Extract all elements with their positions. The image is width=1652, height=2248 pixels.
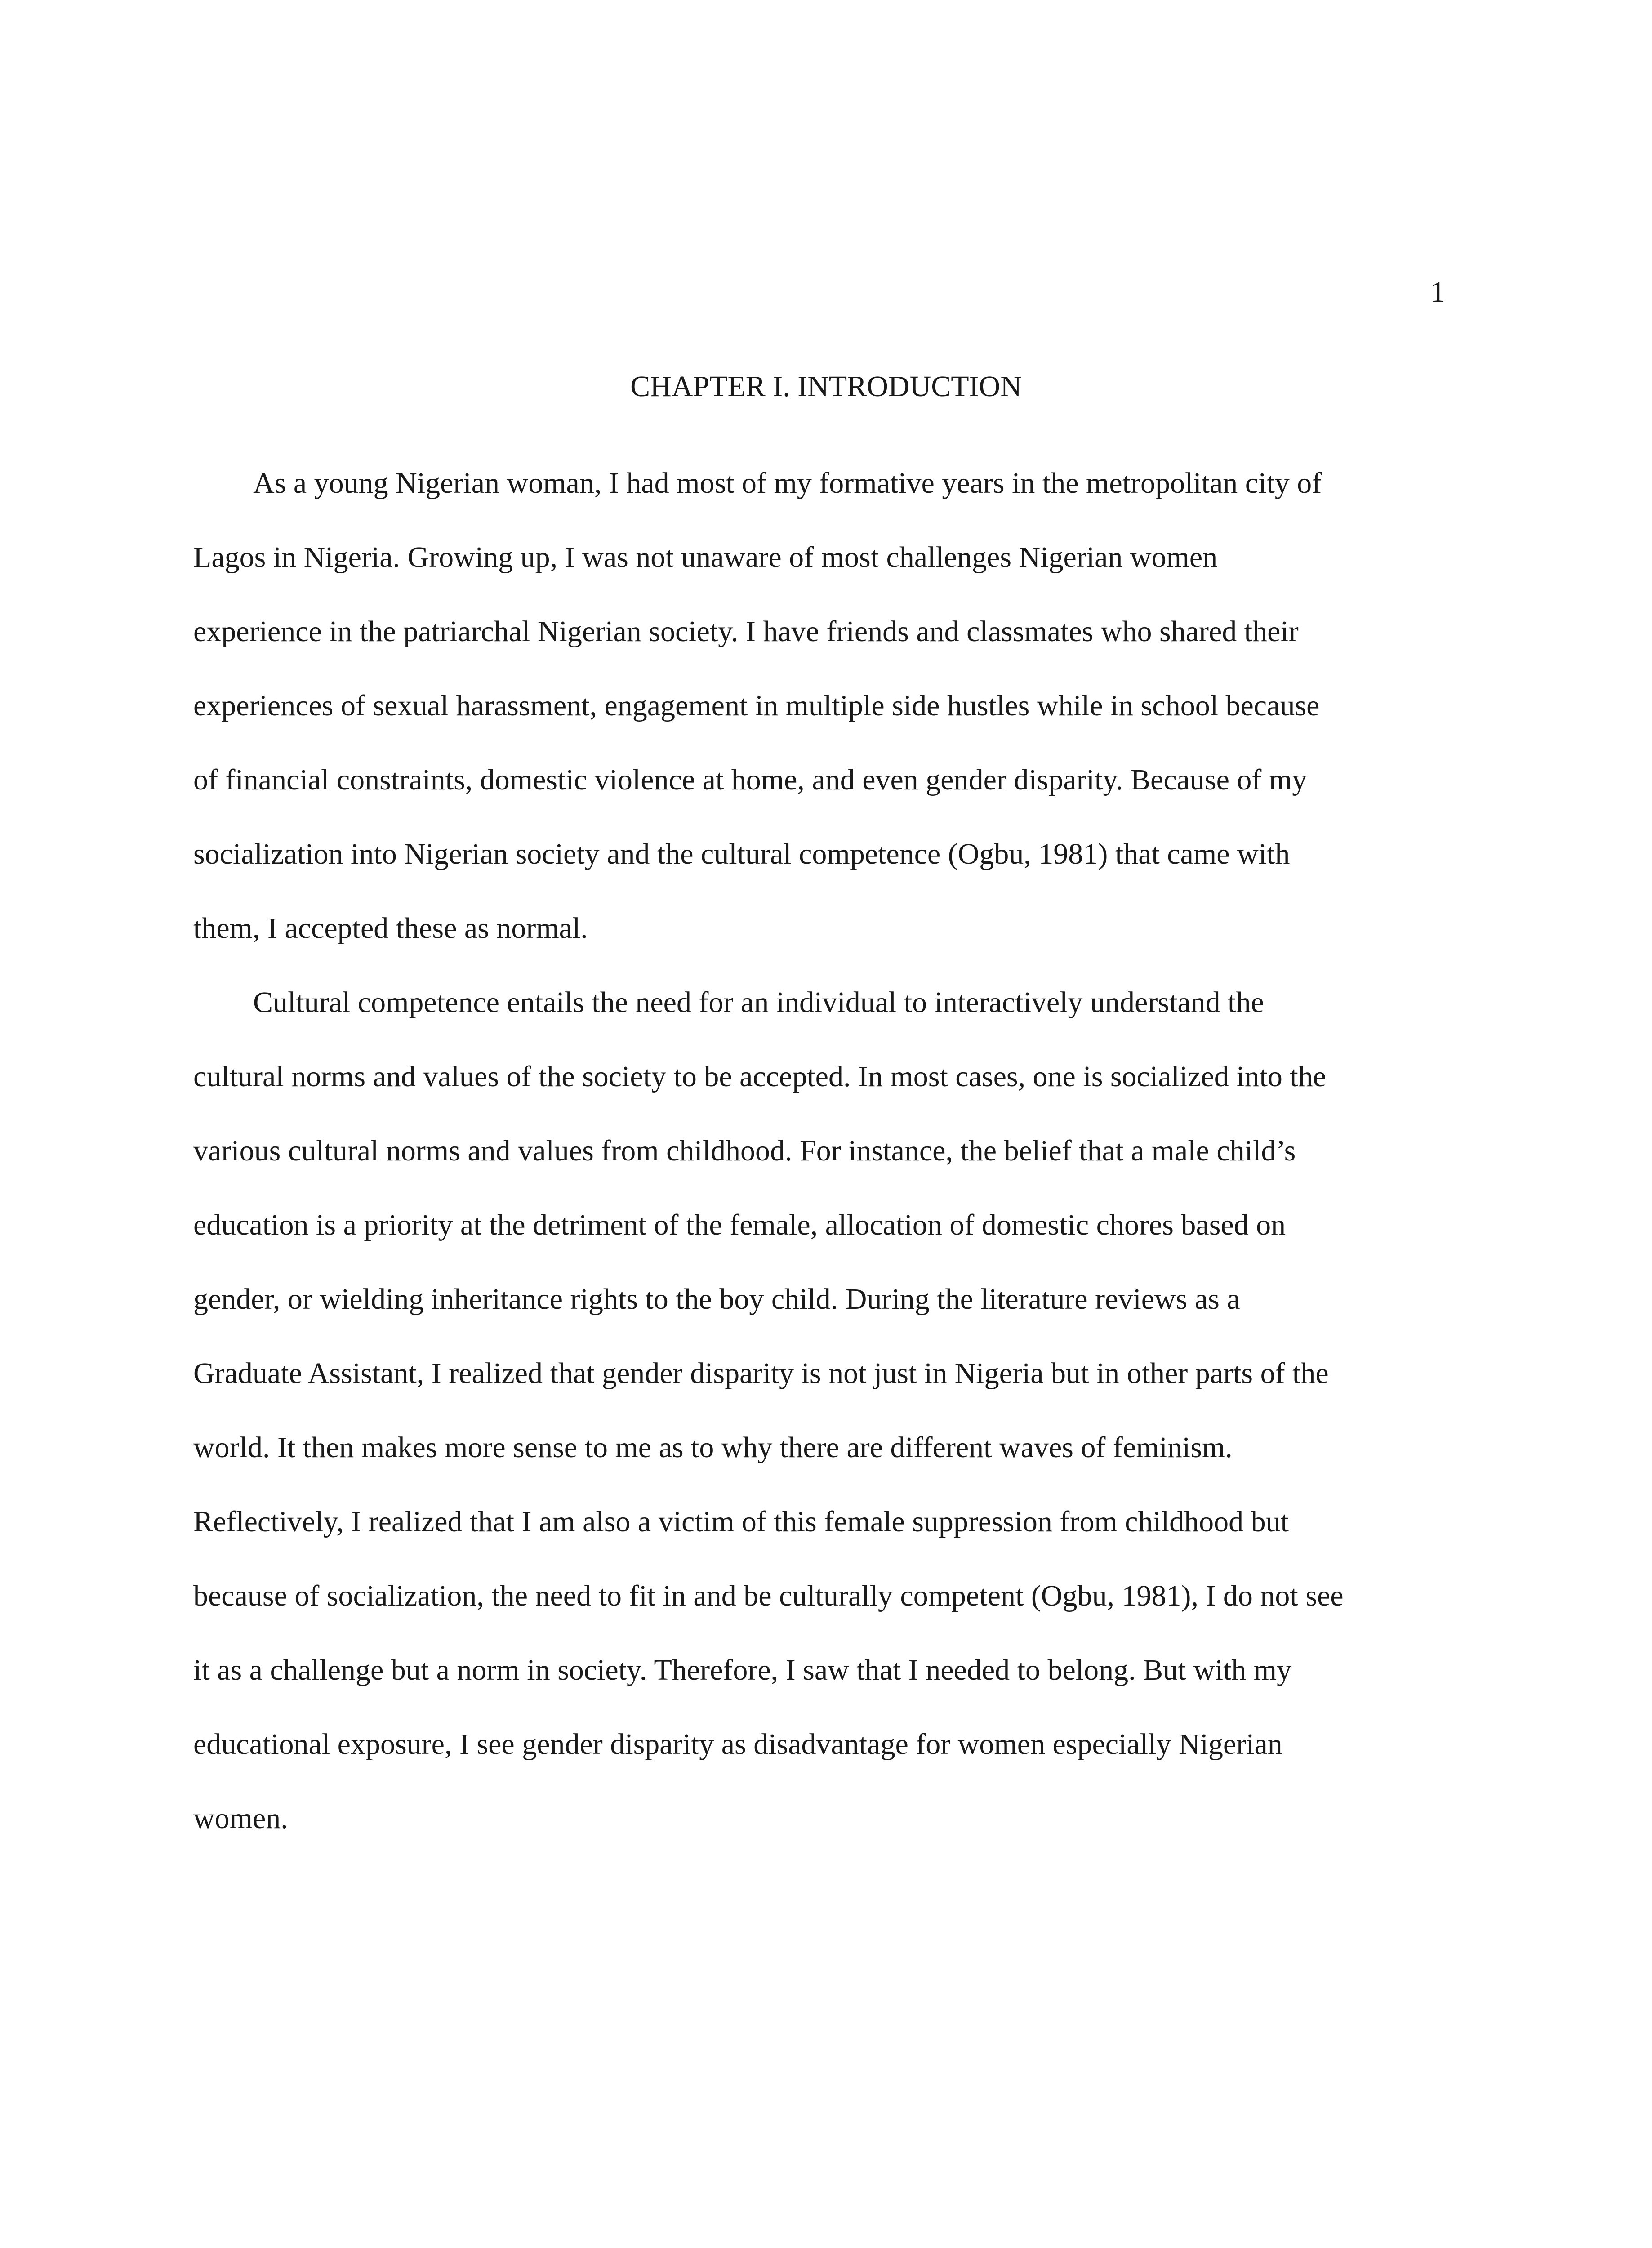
text-line: because of socialization, the need to fit in and be culturally competent (Ogbu, 1981), I do not see: [193, 1579, 1344, 1612]
text-line: Graduate Assistant, I realized that gender disparity is not just in Nigeria but in other parts of the: [193, 1357, 1329, 1390]
text-line: educational exposure, I see gender disparity as disadvantage for women especially Nigerian: [193, 1728, 1282, 1761]
text-line: cultural norms and values of the society to be accepted. In most cases, one is socialized into the: [193, 1060, 1327, 1093]
text-line: Cultural competence entails the need for an individual to interactively understand the: [253, 986, 1264, 1019]
text-line: various cultural norms and values from childhood. For instance, the belief that a male child’s: [193, 1134, 1296, 1167]
text-line: of financial constraints, domestic violence at home, and even gender disparity. Because of my: [193, 763, 1307, 796]
text-line: education is a priority at the detriment of the female, allocation of domestic chores based on: [193, 1209, 1286, 1241]
text-line: experience in the patriarchal Nigerian society. I have friends and classmates who shared their: [193, 615, 1299, 648]
text-line: Reflectively, I realized that I am also a victim of this female suppression from childhood but: [193, 1505, 1289, 1538]
page-number: 1: [1430, 276, 1445, 308]
text-line: it as a challenge but a norm in society. Therefore, I saw that I needed to belong. But with my: [193, 1654, 1292, 1686]
text-line: them, I accepted these as normal.: [193, 912, 588, 945]
text-line: As a young Nigerian woman, I had most of my formative years in the metropolitan city of: [253, 467, 1322, 500]
text-line: women.: [193, 1802, 288, 1835]
text-line: world. It then makes more sense to me as to why there are different waves of feminism.: [193, 1431, 1233, 1464]
text-line: socialization into Nigerian society and the cultural competence (Ogbu, 1981) that came with: [193, 838, 1290, 870]
chapter-title: CHAPTER I. INTRODUCTION: [630, 370, 1022, 403]
text-line: Lagos in Nigeria. Growing up, I was not unaware of most challenges Nigerian women: [193, 541, 1218, 574]
text-line: experiences of sexual harassment, engagement in multiple side hustles while in school because: [193, 689, 1320, 722]
text-line: gender, or wielding inheritance rights to the boy child. During the literature reviews as a: [193, 1283, 1240, 1316]
